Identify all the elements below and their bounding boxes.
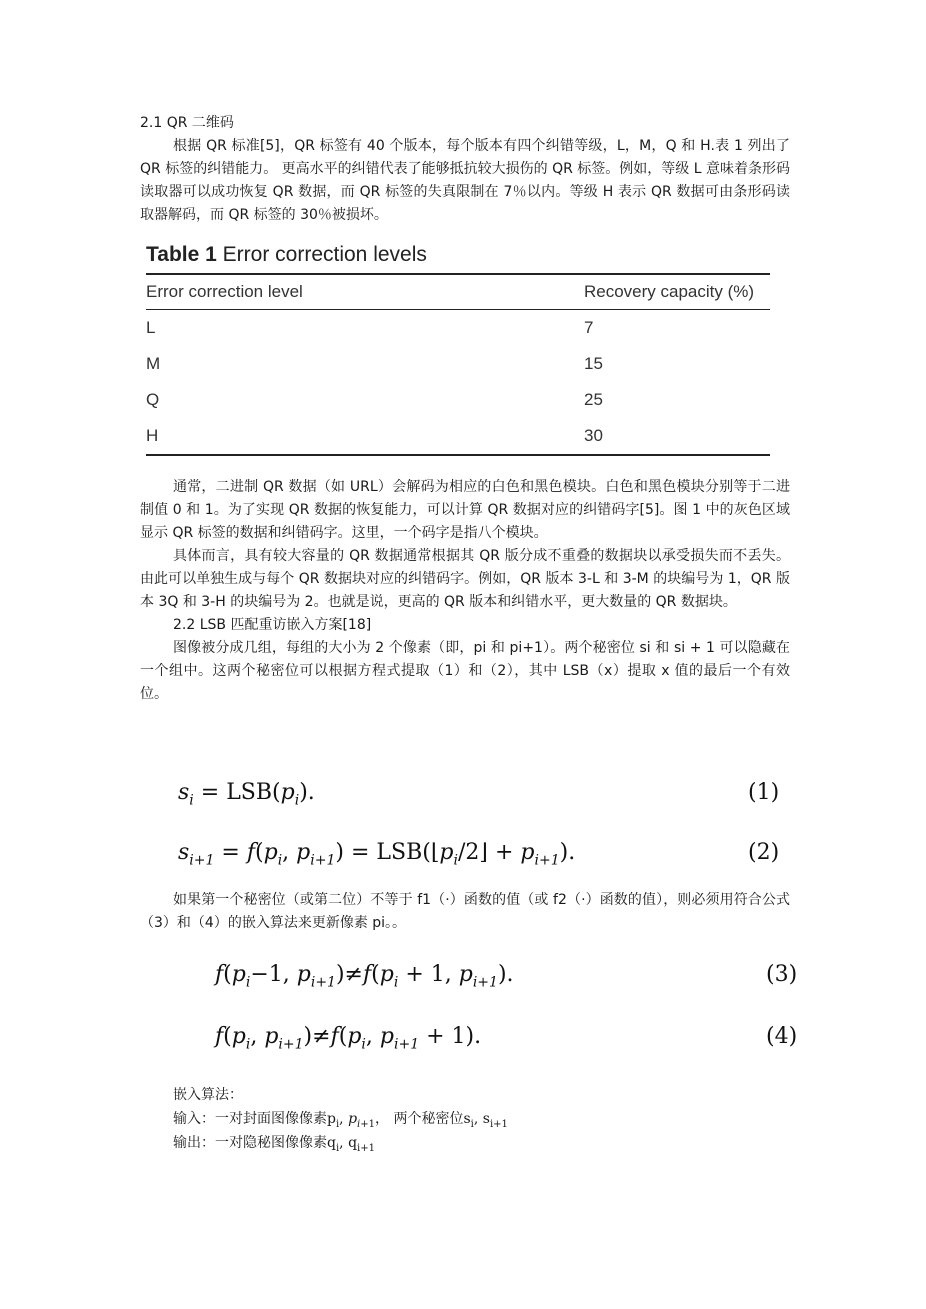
- paragraph-data-blocks: 具体而言，具有较大容量的 QR 数据通常根据其 QR 版分成不重叠的数据块以承受损失而不丢失。 由此可以单独生成与每个 QR 数据块对应的纠错码字。例如，QR 版本 3-L 和 3-M 的块编号为 1，QR 版本 3Q 和 3-H 的块编号为 2。也就是说，更高的 QR 版本和纠错水平，更大数量的 QR 数据块。: [140, 548, 790, 610]
- table-header-level: Error correction level: [146, 282, 303, 301]
- algorithm-title: 嵌入算法：: [173, 1087, 243, 1103]
- section-heading-qr: 2.1 QR 二维码: [140, 115, 234, 131]
- table-cell-level: H: [146, 426, 159, 445]
- document-body: [140, 112, 790, 227]
- paragraph-binary-data: 通常，二进制 QR 数据（如 URL）会解码为相应的白色和黑色模块。白色和黑色模块分别等于二进制值 0 和 1。为了实现 QR 数据的恢复能力，可以计算 QR 数据对应的纠错码字[5]。图 1 中的灰色区域显示 QR 标签的数据和纠错码字。这里，一个码字是指八个模块。: [140, 479, 790, 541]
- algorithm-input-label: 输入：一对封面图像像素: [173, 1111, 327, 1127]
- equation-4-number: (4): [766, 1024, 798, 1049]
- table-bottom-rule: [146, 454, 770, 456]
- table-cell-capacity: 30: [584, 426, 603, 445]
- table-title: [146, 240, 770, 270]
- table-row: [146, 310, 770, 346]
- table-title-text: Error correction levels: [222, 243, 427, 266]
- equation-2-number: (2): [748, 840, 780, 865]
- paragraph-embedding-rule: 如果第一个秘密位（或第二位）不等于 f1（·）函数的值（或 f2（·）函数的值），则必须用符合公式（3）和（4）的嵌入算法来更新像素 pi。。: [140, 892, 790, 931]
- paragraph-qr-intro: 根据 QR 标准[5]，QR 标签有 40 个版本，每个版本有四个纠错等级，L，M，Q 和 H.表 1 列出了 QR 标签的纠错能力。 更高水平的纠错代表了能够抵抗较大损伤的 QR 标签。例如，等级 L 意味着条形码读取器可以成功恢复 QR 数据，而 QR 标签的失真限制在 7％以内。等级 H 表示 QR 数据可由条形码读取器解码，而 QR 标签的 30％被损坏。: [140, 138, 790, 223]
- section-heading-lsb: 2.2 LSB 匹配重访嵌入方案[18]: [173, 617, 372, 633]
- table-title-label: Table 1: [146, 243, 217, 266]
- algorithm-output: 输出：一对隐秘图像像素$q_i$, $q_{i+1}$: [173, 1135, 375, 1154]
- table-row: [146, 418, 770, 454]
- table-cell-level: Q: [146, 390, 160, 409]
- equation-1: $s_i = LSB(p_i)$.: [178, 780, 315, 809]
- document-body-embedding: [140, 889, 790, 935]
- table-cell-capacity: 15: [584, 354, 603, 373]
- algorithm-output-label: 输出：一对隐秘图像像素: [173, 1135, 327, 1151]
- algorithm-input-secret-label: ， 两个秘密位: [375, 1111, 464, 1127]
- table-header-row: [146, 275, 770, 309]
- equation-2: $s_{i+1} = f(p_i$, $p_{i+1}$) = $LSB(⌊p_i/2⌋ + p_{i+1})$.: [178, 840, 576, 869]
- table-row: [146, 382, 770, 418]
- table-cell-capacity: 25: [584, 390, 603, 409]
- equation-1-number: (1): [748, 780, 780, 805]
- equation-4: $f(p_i$, $p_{i+1})\ne f(p_i$, $p_{i+1} + 1$).: [215, 1024, 482, 1053]
- equation-3: $f(p_i-1$, $p_{i+1})\ne f(p_i + 1$, $p_{i+1}$).: [215, 962, 514, 991]
- algorithm-input: 输入：一对封面图像像素$p_i$, $p_{i+1}$， 两个秘密位$s_i$, $s_{i+1}$: [173, 1111, 508, 1130]
- equation-3-number: (3): [766, 962, 798, 987]
- document-body-continued: [140, 476, 790, 706]
- paragraph-lsb-intro: 图像被分成几组，每组的大小为 2 个像素（即，pi 和 pi+1）。两个秘密位 si 和 si + 1 可以隐藏在一个组中。这两个秘密位可以根据方程式提取（1）和（2），其中 LSB（x）提取 x 值的最后一个有效位。: [140, 640, 790, 702]
- table-cell-level: L: [146, 318, 156, 337]
- table-cell-capacity: 7: [584, 318, 594, 337]
- error-correction-table: [146, 240, 770, 456]
- table-cell-level: M: [146, 354, 161, 373]
- table-header-capacity: Recovery capacity (%): [584, 282, 755, 301]
- table-row: [146, 346, 770, 382]
